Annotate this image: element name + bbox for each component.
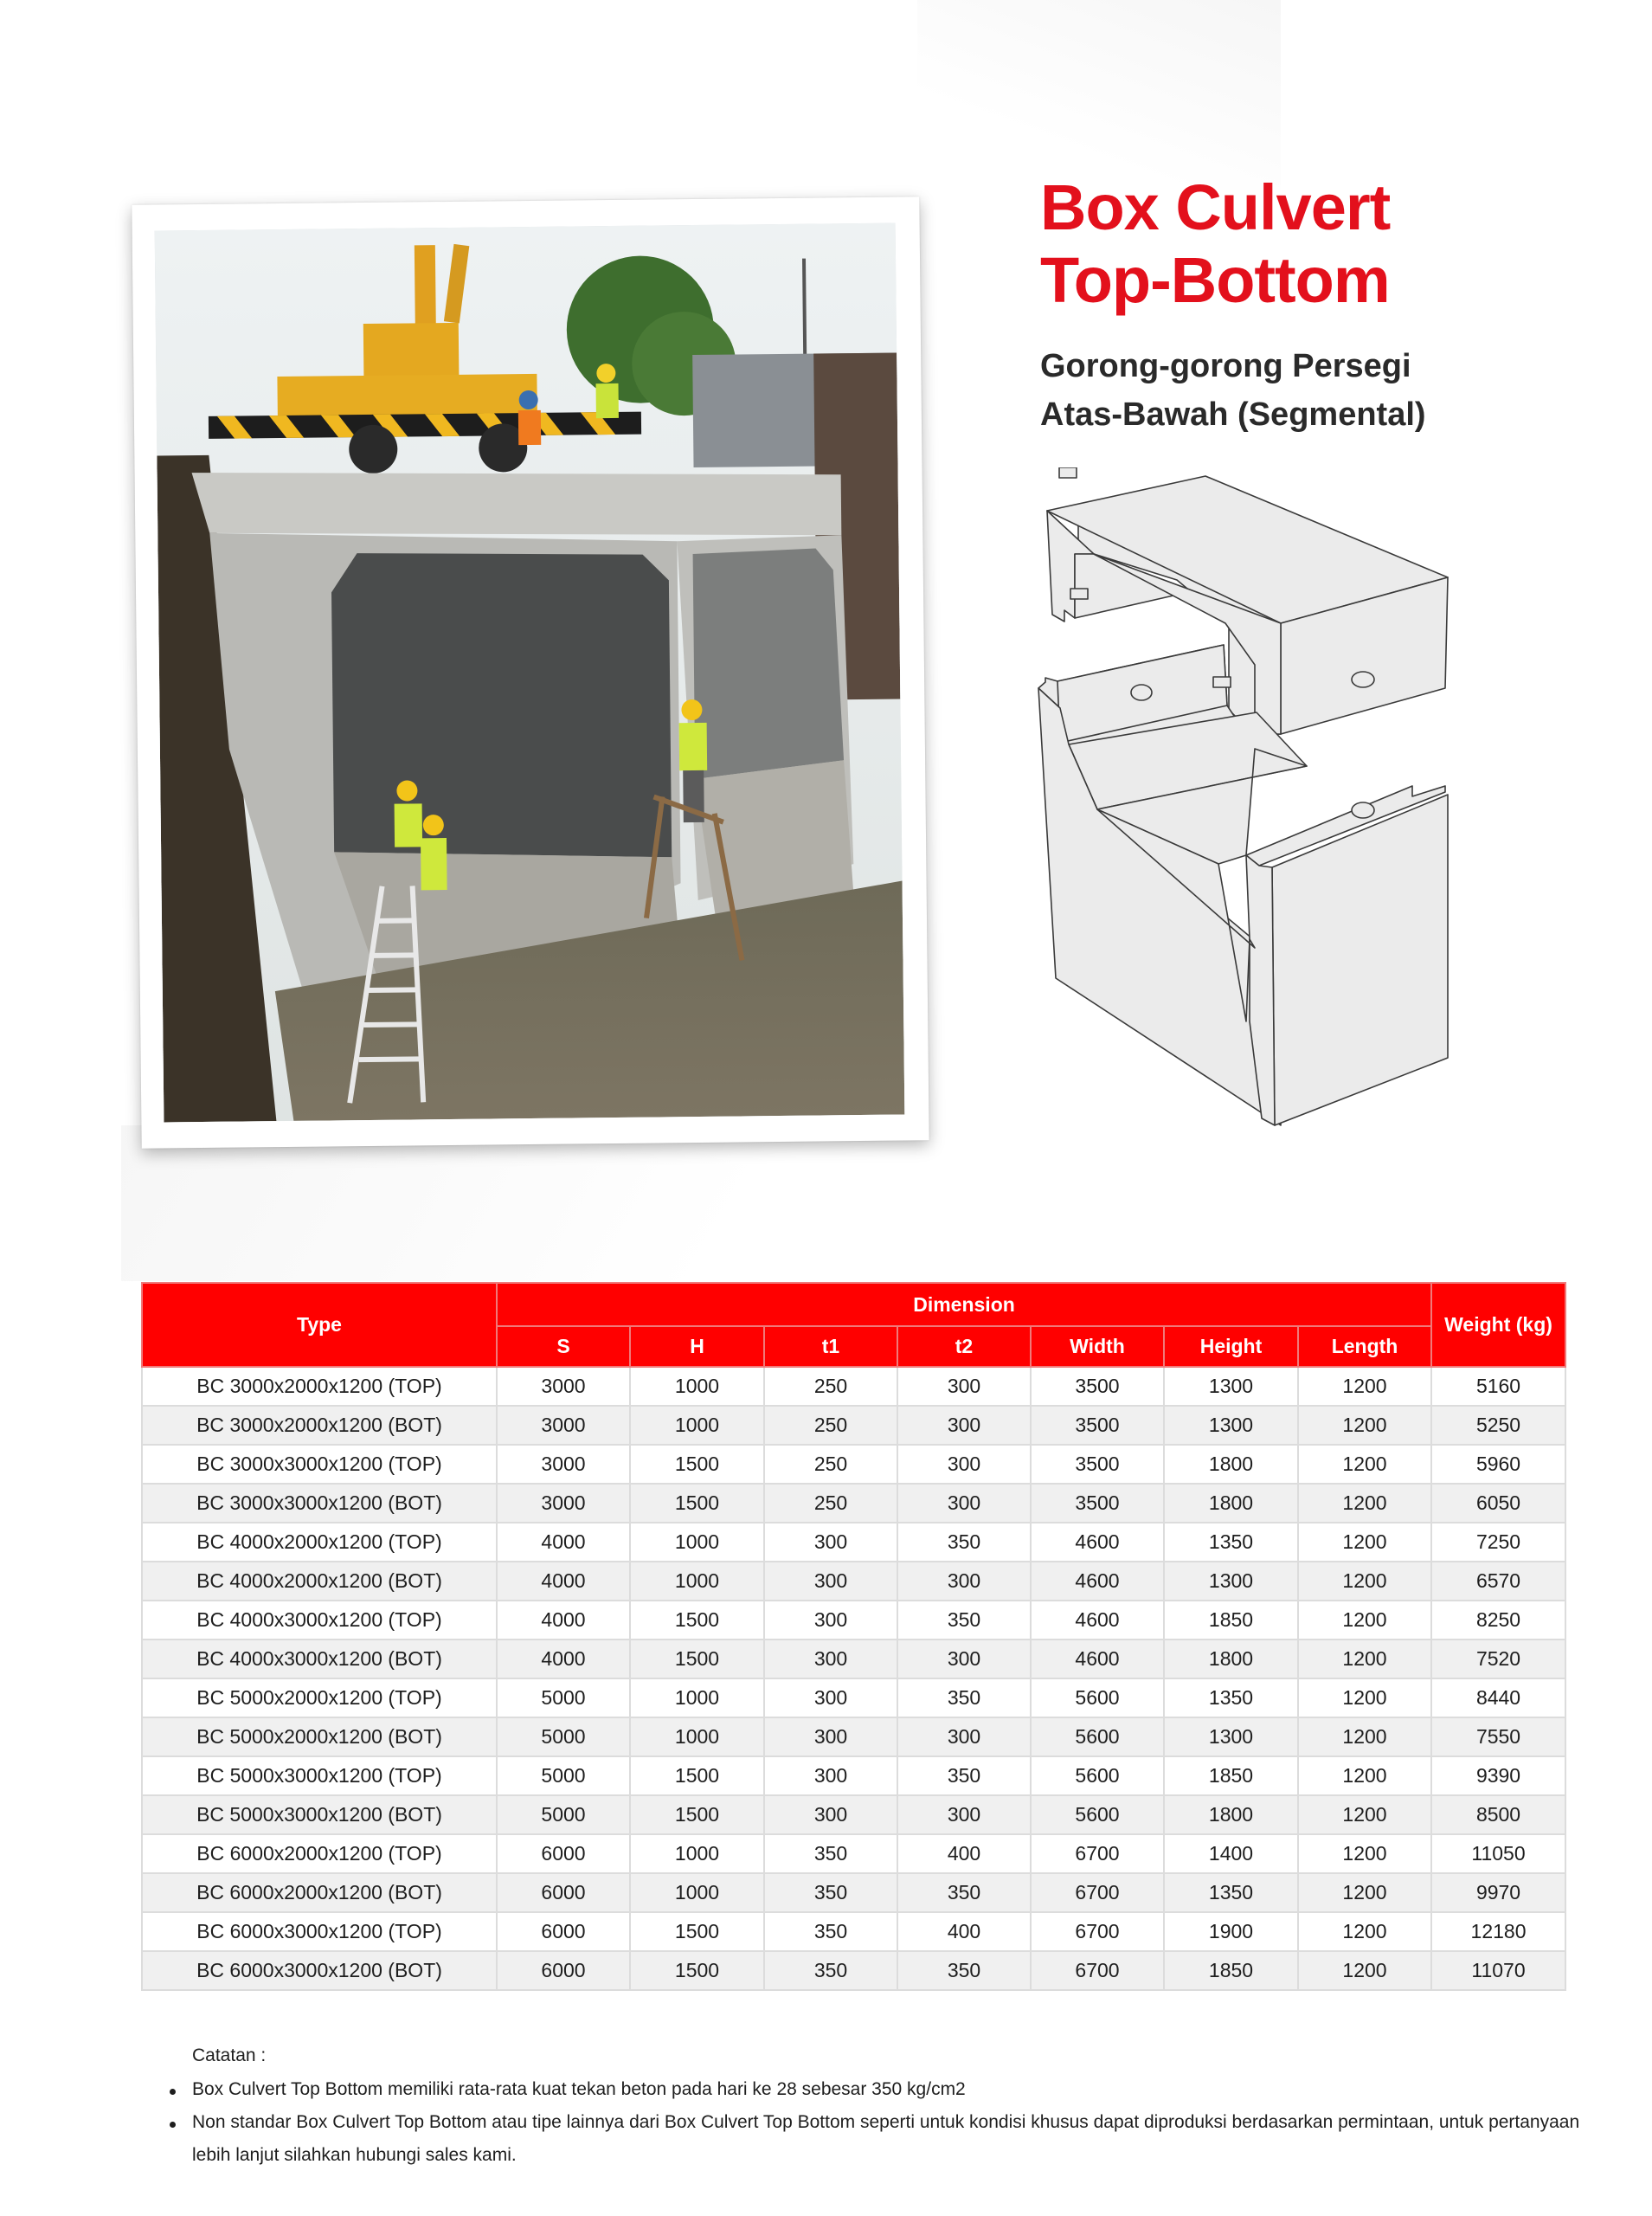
table-row — [142, 1367, 1565, 1406]
cell-weight: 5250 — [1431, 1406, 1565, 1445]
cell-type: BC 6000x3000x1200 (BOT) — [142, 1951, 497, 1990]
header-type: Type — [142, 1283, 497, 1367]
cell-s: 5000 — [497, 1756, 630, 1795]
title-line-2: Top-Bottom — [1040, 244, 1390, 316]
cell-height: 1850 — [1164, 1756, 1298, 1795]
table-row — [142, 1601, 1565, 1639]
background-facet-top — [917, 0, 1281, 190]
cell-length: 1200 — [1298, 1717, 1431, 1756]
table-row — [142, 1795, 1565, 1834]
cell-weight: 7520 — [1431, 1639, 1565, 1678]
table-row — [142, 1756, 1565, 1795]
cell-width: 6700 — [1031, 1873, 1164, 1912]
cell-s: 5000 — [497, 1717, 630, 1756]
cell-t1: 300 — [764, 1562, 897, 1601]
cell-height: 1800 — [1164, 1445, 1298, 1484]
cell-s: 3000 — [497, 1367, 630, 1406]
cell-height: 1850 — [1164, 1601, 1298, 1639]
cell-h: 1000 — [630, 1834, 764, 1873]
title-line-1: Box Culvert — [1040, 171, 1391, 243]
cell-height: 1800 — [1164, 1795, 1298, 1834]
cell-weight: 5160 — [1431, 1367, 1565, 1406]
cell-t2: 400 — [897, 1834, 1031, 1873]
cell-type: BC 5000x2000x1200 (BOT) — [142, 1717, 497, 1756]
cell-s: 6000 — [497, 1951, 630, 1990]
cell-weight: 11070 — [1431, 1951, 1565, 1990]
cell-t2: 300 — [897, 1484, 1031, 1523]
header-t1: t1 — [764, 1326, 897, 1367]
cell-t2: 300 — [897, 1795, 1031, 1834]
cell-t2: 300 — [897, 1445, 1031, 1484]
cell-s: 4000 — [497, 1523, 630, 1562]
cell-h: 1000 — [630, 1367, 764, 1406]
construction-site-photo — [155, 223, 905, 1123]
cell-t1: 350 — [764, 1951, 897, 1990]
cell-s: 3000 — [497, 1484, 630, 1523]
table-row — [142, 1678, 1565, 1717]
cell-width: 5600 — [1031, 1717, 1164, 1756]
header-t2: t2 — [897, 1326, 1031, 1367]
cell-length: 1200 — [1298, 1523, 1431, 1562]
cell-h: 1500 — [630, 1484, 764, 1523]
cell-length: 1200 — [1298, 1601, 1431, 1639]
cell-s: 4000 — [497, 1639, 630, 1678]
cell-type: BC 5000x3000x1200 (TOP) — [142, 1756, 497, 1795]
cell-t2: 350 — [897, 1873, 1031, 1912]
cell-length: 1200 — [1298, 1834, 1431, 1873]
cell-weight: 7250 — [1431, 1523, 1565, 1562]
cell-length: 1200 — [1298, 1873, 1431, 1912]
cell-h: 1500 — [630, 1951, 764, 1990]
cell-t1: 300 — [764, 1678, 897, 1717]
cell-length: 1200 — [1298, 1639, 1431, 1678]
cell-h: 1500 — [630, 1639, 764, 1678]
cell-length: 1200 — [1298, 1562, 1431, 1601]
cell-t1: 300 — [764, 1639, 897, 1678]
cell-height: 1300 — [1164, 1367, 1298, 1406]
cell-type: BC 4000x3000x1200 (BOT) — [142, 1639, 497, 1678]
cell-height: 1900 — [1164, 1912, 1298, 1951]
header-width: Width — [1031, 1326, 1164, 1367]
cell-type: BC 5000x3000x1200 (BOT) — [142, 1795, 497, 1834]
cell-height: 1350 — [1164, 1873, 1298, 1912]
cell-height: 1300 — [1164, 1406, 1298, 1445]
cell-type: BC 3000x3000x1200 (BOT) — [142, 1484, 497, 1523]
cell-length: 1200 — [1298, 1678, 1431, 1717]
cell-length: 1200 — [1298, 1912, 1431, 1951]
notes-section — [164, 2039, 1584, 2172]
cell-weight: 6570 — [1431, 1562, 1565, 1601]
background-facet — [121, 1125, 987, 1281]
cell-height: 1800 — [1164, 1639, 1298, 1678]
cell-width: 3500 — [1031, 1484, 1164, 1523]
table-row — [142, 1484, 1565, 1523]
cell-length: 1200 — [1298, 1484, 1431, 1523]
cell-t2: 350 — [897, 1601, 1031, 1639]
cell-h: 1000 — [630, 1523, 764, 1562]
table-row — [142, 1639, 1565, 1678]
cell-width: 6700 — [1031, 1912, 1164, 1951]
cell-s: 5000 — [497, 1678, 630, 1717]
cell-t1: 300 — [764, 1795, 897, 1834]
note-text: Box Culvert Top Bottom memiliki rata-rata kuat tekan beton pada hari ke 28 sebesar 350 kg/cm2 — [192, 2079, 966, 2099]
cell-h: 1000 — [630, 1678, 764, 1717]
header-dimension: Dimension — [497, 1283, 1431, 1326]
cell-height: 1400 — [1164, 1834, 1298, 1873]
cell-t1: 250 — [764, 1406, 897, 1445]
cell-h: 1000 — [630, 1717, 764, 1756]
page-title — [1040, 171, 1390, 317]
cell-width: 3500 — [1031, 1367, 1164, 1406]
cell-length: 1200 — [1298, 1445, 1431, 1484]
cell-weight: 7550 — [1431, 1717, 1565, 1756]
cell-t1: 300 — [764, 1523, 897, 1562]
cell-t2: 350 — [897, 1756, 1031, 1795]
cell-type: BC 6000x2000x1200 (BOT) — [142, 1873, 497, 1912]
table-row — [142, 1912, 1565, 1951]
cell-length: 1200 — [1298, 1795, 1431, 1834]
header-weight: Weight (kg) — [1431, 1283, 1565, 1367]
cell-t1: 250 — [764, 1367, 897, 1406]
cell-width: 4600 — [1031, 1639, 1164, 1678]
header-h: H — [630, 1326, 764, 1367]
header-length: Length — [1298, 1326, 1431, 1367]
cell-s: 6000 — [497, 1912, 630, 1951]
table-row — [142, 1445, 1565, 1484]
box-culvert-diagram — [1021, 467, 1506, 1246]
cell-t2: 300 — [897, 1717, 1031, 1756]
cell-length: 1200 — [1298, 1951, 1431, 1990]
notes-label: Catatan : — [192, 2045, 267, 2065]
cell-height: 1300 — [1164, 1717, 1298, 1756]
construction-photo-illustration — [155, 223, 905, 1123]
cell-width: 6700 — [1031, 1834, 1164, 1873]
cell-width: 4600 — [1031, 1562, 1164, 1601]
cell-type: BC 3000x2000x1200 (BOT) — [142, 1406, 497, 1445]
cell-height: 1850 — [1164, 1951, 1298, 1990]
cell-t2: 350 — [897, 1678, 1031, 1717]
subtitle-line-1: Gorong-gorong Persegi — [1040, 348, 1411, 384]
cell-type: BC 4000x3000x1200 (TOP) — [142, 1601, 497, 1639]
cell-h: 1000 — [630, 1873, 764, 1912]
header-height: Height — [1164, 1326, 1298, 1367]
cell-height: 1800 — [1164, 1484, 1298, 1523]
cell-width: 5600 — [1031, 1678, 1164, 1717]
cell-type: BC 5000x2000x1200 (TOP) — [142, 1678, 497, 1717]
cell-width: 4600 — [1031, 1523, 1164, 1562]
cell-weight: 11050 — [1431, 1834, 1565, 1873]
header-s: S — [497, 1326, 630, 1367]
cell-t1: 350 — [764, 1834, 897, 1873]
cell-weight: 5960 — [1431, 1445, 1565, 1484]
specification-table — [141, 1282, 1566, 1991]
cell-s: 6000 — [497, 1834, 630, 1873]
cell-weight: 6050 — [1431, 1484, 1565, 1523]
cell-h: 1500 — [630, 1445, 764, 1484]
cell-t1: 300 — [764, 1756, 897, 1795]
cell-h: 1500 — [630, 1795, 764, 1834]
cell-t1: 300 — [764, 1601, 897, 1639]
cell-t2: 300 — [897, 1367, 1031, 1406]
cell-type: BC 6000x2000x1200 (TOP) — [142, 1834, 497, 1873]
table-row — [142, 1834, 1565, 1873]
cell-t2: 400 — [897, 1912, 1031, 1951]
cell-length: 1200 — [1298, 1756, 1431, 1795]
cell-t1: 250 — [764, 1445, 897, 1484]
cell-s: 5000 — [497, 1795, 630, 1834]
cell-width: 6700 — [1031, 1951, 1164, 1990]
cell-t2: 300 — [897, 1639, 1031, 1678]
cell-type: BC 4000x2000x1200 (BOT) — [142, 1562, 497, 1601]
cell-h: 1500 — [630, 1912, 764, 1951]
cell-s: 3000 — [497, 1406, 630, 1445]
cell-width: 5600 — [1031, 1795, 1164, 1834]
exploded-culvert-icon — [1021, 467, 1506, 1246]
cell-length: 1200 — [1298, 1406, 1431, 1445]
table-row — [142, 1523, 1565, 1562]
cell-weight: 9390 — [1431, 1756, 1565, 1795]
cell-t2: 350 — [897, 1523, 1031, 1562]
cell-type: BC 6000x3000x1200 (TOP) — [142, 1912, 497, 1951]
cell-type: BC 3000x3000x1200 (TOP) — [142, 1445, 497, 1484]
cell-height: 1350 — [1164, 1678, 1298, 1717]
cell-weight: 8250 — [1431, 1601, 1565, 1639]
cell-type: BC 4000x2000x1200 (TOP) — [142, 1523, 497, 1562]
cell-s: 4000 — [497, 1601, 630, 1639]
note-text: Non standar Box Culvert Top Bottom atau tipe lainnya dari Box Culvert Top Bottom seperti untuk kondisi khusus dapat diproduksi berdasarkan permintaan, untuk pertanyaan lebih lanjut silahkan hubungi sales kami. — [192, 2112, 1580, 2165]
cell-length: 1200 — [1298, 1367, 1431, 1406]
bullet-icon — [170, 2089, 176, 2095]
cell-weight: 9970 — [1431, 1873, 1565, 1912]
table-row — [142, 1562, 1565, 1601]
cell-s: 3000 — [497, 1445, 630, 1484]
cell-weight: 8440 — [1431, 1678, 1565, 1717]
cell-h: 1500 — [630, 1601, 764, 1639]
table-body — [142, 1367, 1565, 1990]
subtitle-line-2: Atas-Bawah (Segmental) — [1040, 396, 1426, 433]
cell-t1: 250 — [764, 1484, 897, 1523]
table-row — [142, 1717, 1565, 1756]
cell-width: 3500 — [1031, 1406, 1164, 1445]
table-row — [142, 1406, 1565, 1445]
table-row — [142, 1951, 1565, 1990]
cell-weight: 8500 — [1431, 1795, 1565, 1834]
cell-t2: 300 — [897, 1562, 1031, 1601]
page-subtitle — [1040, 342, 1426, 439]
cell-type: BC 3000x2000x1200 (TOP) — [142, 1367, 497, 1406]
cell-height: 1300 — [1164, 1562, 1298, 1601]
note-item — [164, 2106, 1584, 2172]
note-item — [164, 2073, 1584, 2106]
cell-h: 1000 — [630, 1562, 764, 1601]
cell-t1: 350 — [764, 1912, 897, 1951]
cell-weight: 12180 — [1431, 1912, 1565, 1951]
cell-h: 1500 — [630, 1756, 764, 1795]
bullet-icon — [170, 2122, 176, 2128]
cell-height: 1350 — [1164, 1523, 1298, 1562]
cell-t2: 300 — [897, 1406, 1031, 1445]
cell-t2: 350 — [897, 1951, 1031, 1990]
cell-width: 3500 — [1031, 1445, 1164, 1484]
cell-t1: 350 — [764, 1873, 897, 1912]
cell-s: 4000 — [497, 1562, 630, 1601]
cell-width: 5600 — [1031, 1756, 1164, 1795]
photo-frame — [132, 196, 929, 1148]
cell-t1: 300 — [764, 1717, 897, 1756]
cell-s: 6000 — [497, 1873, 630, 1912]
cell-width: 4600 — [1031, 1601, 1164, 1639]
cell-h: 1000 — [630, 1406, 764, 1445]
table-row — [142, 1873, 1565, 1912]
notes-list — [164, 2073, 1584, 2172]
